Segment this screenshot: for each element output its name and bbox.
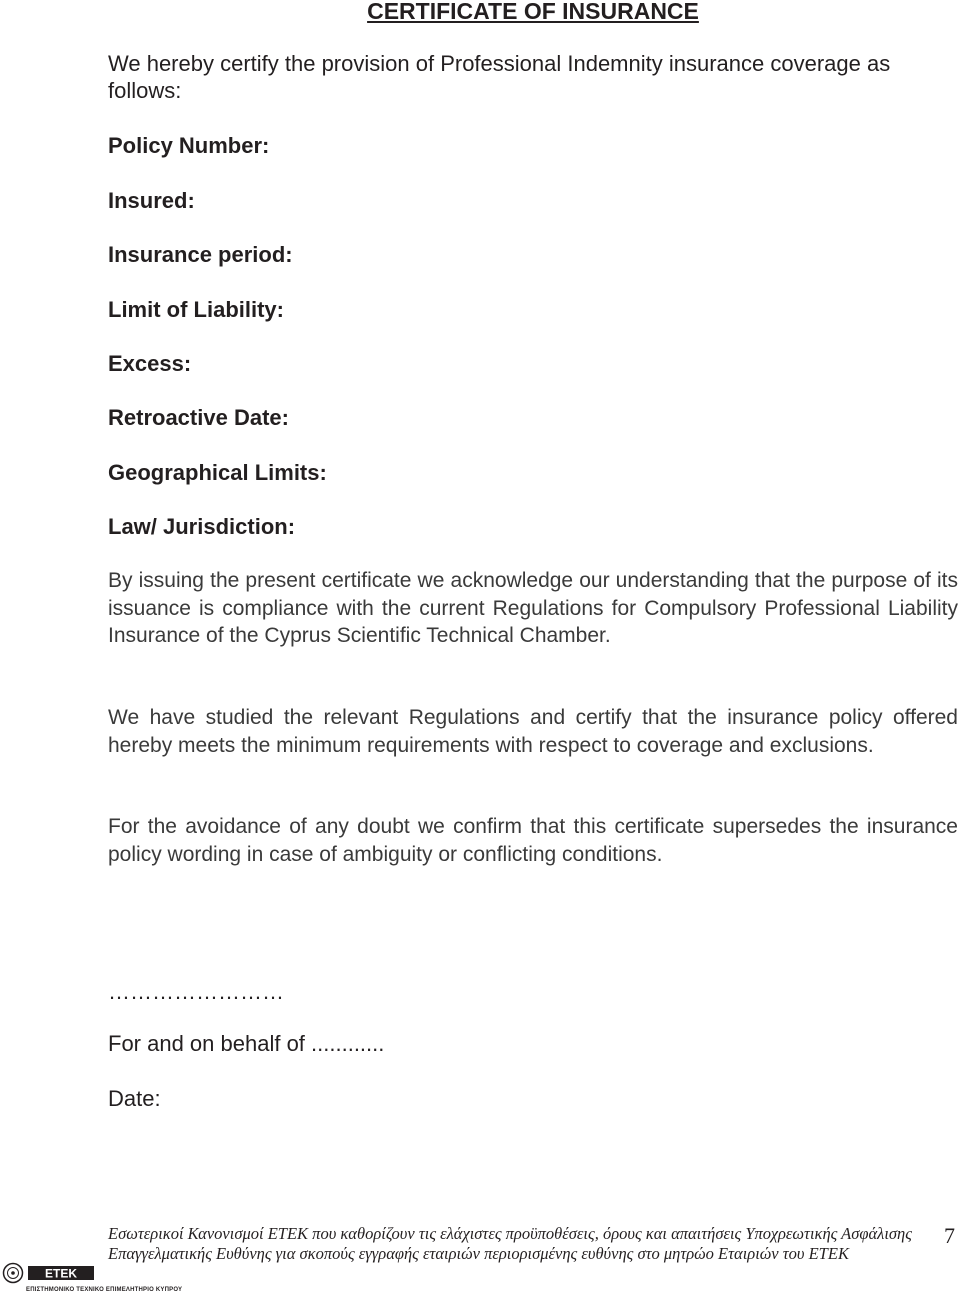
footer-line-2: Επαγγελματικής Ευθύνης για σκοπούς εγγραφής εταιριών περιορισμένης ευθύνης στο μητρώο Εταιριών του ΕΤΕΚ <box>108 1244 849 1263</box>
paragraph-acknowledgement: By issuing the present certificate we acknowledge our understanding that the purpose of its issuance is compliance with the current Regulations for Compulsory Professional Liability Insurance of the Cyprus Scientific Technical Chamber. <box>108 569 958 647</box>
field-retroactive-date: Retroactive Date: <box>108 405 289 430</box>
field-law-jurisdiction: Law/ Jurisdiction: <box>108 514 296 539</box>
field-geographical-limits: Geographical Limits: <box>108 460 327 485</box>
date-label: Date: <box>108 1086 161 1111</box>
field-insurance-period: Insurance period: <box>108 242 293 267</box>
field-excess: Excess: <box>108 351 192 376</box>
footer-line-1: Εσωτερικοί Κανονισμοί ΕΤΕΚ που καθορίζουν τις ελάχιστες προϋποθέσεις, όρους και απαιτήσεις Υποχρεωτικής Ασφάλισης <box>108 1224 912 1243</box>
signature-line: …………………… <box>108 979 284 1004</box>
paragraph-regulations: We have studied the relevant Regulations and certify that the insurance policy offered hereby meets the minimum requirements with respect to coverage and exclusions. <box>108 706 958 757</box>
field-insured: Insured: <box>108 188 195 213</box>
document-title: CERTIFICATE OF INSURANCE <box>367 0 699 24</box>
field-policy-number: Policy Number: <box>108 133 270 158</box>
page-number: 7 <box>944 1223 955 1248</box>
intro-text: We hereby certify the provision of Professional Indemnity insurance coverage as follows: <box>108 51 891 103</box>
on-behalf-of: For and on behalf of ............ <box>108 1031 385 1056</box>
logo-subtext: ΕΠΙΣΤΗΜΟΝΙΚΟ ΤΕΧΝΙΚΟ ΕΠΙΜΕΛΗΤΗΡΙΟ ΚΥΠΡΟΥ <box>26 1287 183 1293</box>
field-limit-of-liability: Limit of Liability: <box>108 297 284 322</box>
logo-wordmark: ΕΤΕΚ <box>44 1266 78 1281</box>
paragraph-avoidance-of-doubt: For the avoidance of any doubt we confirm that this certificate supersedes the insurance policy wording in case of ambiguity or conflicting conditions. <box>108 815 958 866</box>
